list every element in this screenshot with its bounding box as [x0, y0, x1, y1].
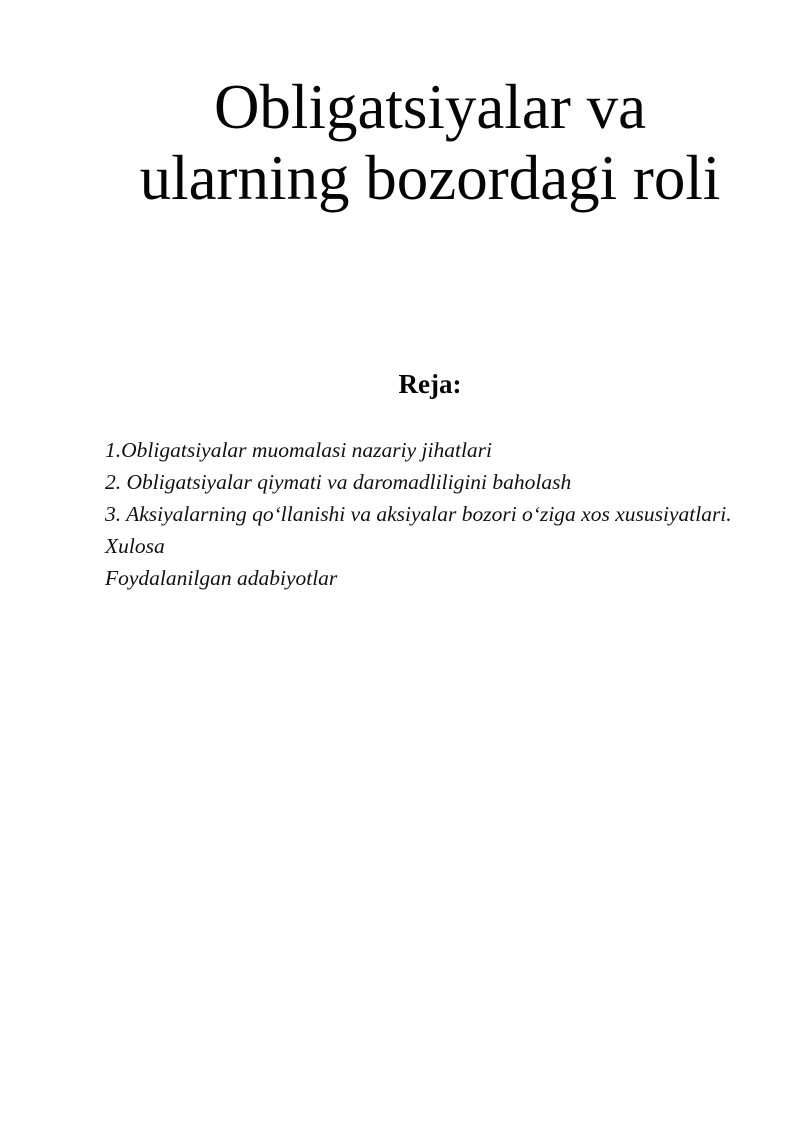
document-title-line-2: ularning bozordagi roli: [139, 143, 721, 213]
plan-item-xulosa: Xulosa: [105, 534, 165, 558]
plan-heading: Reja:: [398, 369, 462, 399]
plan-list: [105, 434, 760, 594]
plan-item-3: 3. Aksiyalarning qo‘llanishi va aksiyalar bozori o‘ziga xos xususiyatlari.: [105, 502, 732, 526]
plan-item-1: 1.Obligatsiyalar muomalasi nazariy jihatlari: [105, 438, 493, 462]
document-title: [0, 72, 800, 214]
document-title-line-1: Obligatsiyalar va: [213, 72, 647, 142]
plan-item-2: 2. Obligatsiyalar qiymati va daromadliligini baholash: [105, 470, 572, 494]
plan-item-adabiyotlar: Foydalanilgan adabiyotlar: [105, 566, 338, 590]
